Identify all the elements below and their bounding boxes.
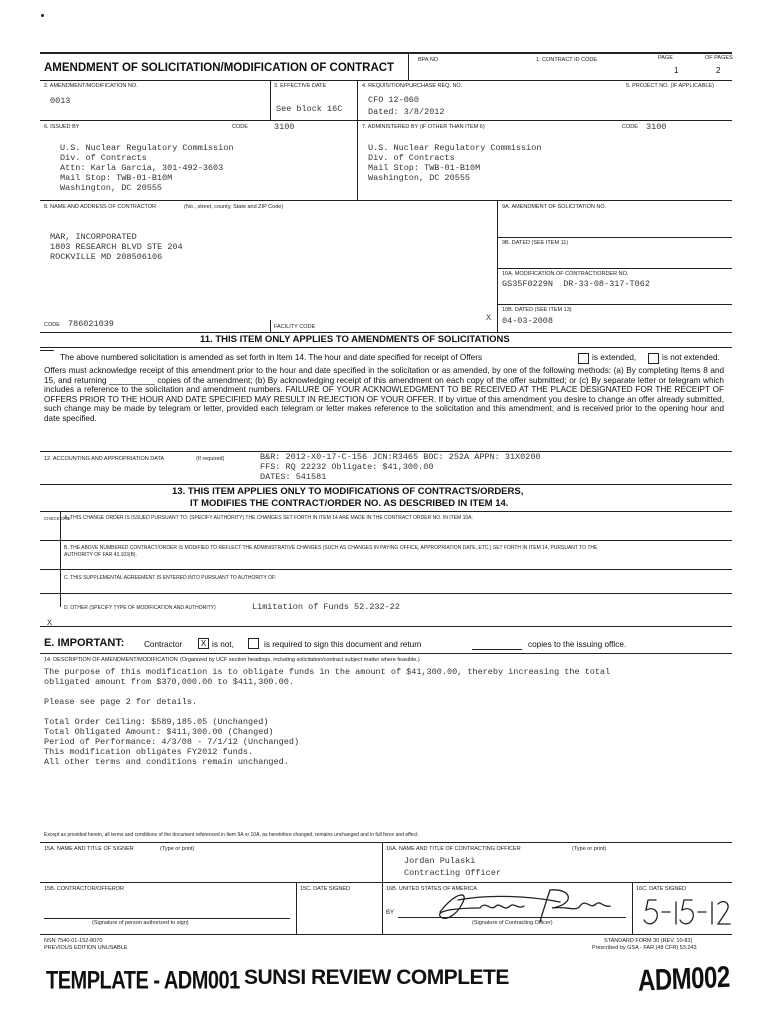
rule bbox=[40, 350, 54, 351]
section-11-title: 11. THIS ITEM ONLY APPLIES TO AMENDMENTS OF SOLICITATIONS bbox=[200, 334, 510, 345]
nsn-text: NSN 7540-01-152-8070 bbox=[44, 938, 103, 944]
address-line: Div. of Contracts bbox=[368, 153, 455, 163]
description-line: All other terms and conditions remain unchanged. bbox=[44, 757, 289, 767]
description-line: obligated amount from $370,000.00 to $411,300.00. bbox=[44, 677, 294, 687]
rule bbox=[357, 80, 358, 120]
rule bbox=[40, 200, 732, 201]
contractor-address bbox=[50, 232, 183, 262]
contract-id-label: 1. CONTRACT ID CODE bbox=[536, 57, 598, 63]
form-title: AMENDMENT OF SOLICITATION/MODIFICATION OF CONTRACT bbox=[44, 62, 395, 74]
speck bbox=[41, 14, 44, 17]
accounting-data bbox=[260, 452, 541, 482]
field-16b-signature-caption: (Signature of Contracting Officer) bbox=[472, 920, 553, 926]
field-3-label: 3. EFFECTIVE DATE bbox=[274, 83, 327, 89]
field-2-label: 2. AMENDMENT/MODIFICATION NO. bbox=[44, 83, 138, 89]
rule bbox=[40, 52, 732, 54]
rule bbox=[382, 842, 383, 934]
important-contractor: Contractor bbox=[144, 640, 183, 649]
standard-form-text: STANDARD FORM 30 (REV. 10-83) bbox=[604, 938, 693, 944]
field-6-code-label: CODE bbox=[232, 124, 248, 130]
extended-label: is extended, bbox=[592, 353, 637, 362]
description-line: Please see page 2 for details. bbox=[44, 697, 198, 707]
rule bbox=[472, 649, 522, 650]
rule bbox=[408, 52, 409, 80]
accounting-line: FFS: RQ 22232 Obligate: $41,300.00 bbox=[260, 462, 434, 472]
accounting-line: DATES: 541581 bbox=[260, 472, 327, 482]
rule bbox=[40, 120, 732, 121]
field-10b-label: 10B. DATED (SEE ITEM 13) bbox=[502, 307, 572, 313]
address-line: Washington, DC 20555 bbox=[60, 183, 163, 193]
contractor-code: 786021039 bbox=[68, 319, 114, 329]
rule bbox=[44, 918, 290, 919]
page-label: PAGE bbox=[658, 55, 673, 61]
address-line: Attn: Karla Garcia, 301-492-3603 bbox=[60, 163, 224, 173]
field-3-value: See block 16C bbox=[276, 104, 343, 114]
field-9b-label: 9B. DATED (SEE ITEM 11) bbox=[502, 240, 569, 246]
rule bbox=[40, 332, 732, 333]
section-13-title: 13. THIS ITEM APPLIES ONLY TO MODIFICATIONS OF CONTRACTS/ORDERS, bbox=[172, 486, 524, 497]
option-a-text: A. THIS CHANGE ORDER IS ISSUED PURSUANT TO: (SPECIFY AUTHORITY) THE CHANGES SET FORTH IN ITEM 14 ARE MADE IN THE CONTRACT ORDER NO. IN ITEM 10A. bbox=[64, 515, 473, 521]
rule bbox=[40, 842, 732, 843]
description-line: This modification obligates FY2012 funds. bbox=[44, 747, 254, 757]
is-required-checkbox[interactable] bbox=[248, 638, 259, 649]
rule bbox=[497, 237, 732, 238]
sunsi-review-stamp: SUNSI REVIEW COMPLETE bbox=[244, 966, 509, 989]
field-16a-label: 16A. NAME AND TITLE OF CONTRACTING OFFICER bbox=[386, 846, 521, 852]
adm002-stamp: ADM002 bbox=[637, 960, 731, 999]
address-line: MAR, INCORPORATED bbox=[50, 232, 137, 242]
copies-label: copies to the issuing office. bbox=[528, 640, 627, 649]
rule bbox=[270, 80, 271, 120]
modification-description bbox=[44, 667, 610, 767]
field-6-code: 3100 bbox=[274, 122, 295, 132]
administered-by-address bbox=[368, 143, 541, 183]
description-line: The purpose of this modification is to obligate funds in the amount of $41,300.00, thereby increasing the total bbox=[44, 667, 611, 677]
address-line: Div. of Contracts bbox=[60, 153, 147, 163]
page-total: 2 bbox=[716, 66, 721, 75]
field-10-checkmark: X bbox=[486, 313, 492, 323]
issued-by-address bbox=[60, 143, 233, 193]
field-12-label: 12. ACCOUNTING AND APPROPRIATION DATA bbox=[44, 456, 165, 462]
check-one-label: CHECK ONE bbox=[44, 516, 71, 521]
option-d-checkmark: X bbox=[47, 618, 53, 628]
address-line: ROCKVILLE MD 208506106 bbox=[50, 252, 163, 262]
rule bbox=[40, 593, 732, 594]
field-15a-sublabel: (Type or print) bbox=[160, 846, 195, 852]
template-stamp: TEMPLATE - ADM001 bbox=[46, 967, 240, 995]
is-not-label: is not, bbox=[212, 640, 234, 649]
not-extended-label: is not extended. bbox=[662, 353, 720, 362]
rule bbox=[40, 569, 732, 570]
rule bbox=[40, 653, 732, 654]
accounting-line: B&R: 2012-X0-17-C-156 JCN:R3465 BOC: 252A APPN: 31X0200 bbox=[260, 452, 541, 462]
not-extended-checkbox[interactable] bbox=[648, 353, 659, 364]
of-pages-label: OF PAGES bbox=[705, 55, 733, 61]
section-11-instructions: Offers must acknowledge receipt of this amendment prior to the hour and date specified in the solicitation or as amended, by one of the following methods: (a) By completing Items 8 and 15, and returning __________ copies of the amendment; (b) By acknowledging receipt of this amendment on each copy of the offer submitted; or (c) By separate letter or telegram which includes a reference to the solicitation and amendment numbers. FAILURE OF YOUR ACKNOWLEDGMENT TO BE RECEIVED AT THE PLACE DESIGNATED FOR THE RECEIPT OF OFFERS PRIOR TO THE HOUR AND DATE SPECIFIED MAY RESULT IN REJECTION OF YOUR OFFER. If by virtue of this amendment you desire to change an offer already submitted, such change may be made by telegram or letter, provided each telegram or letter makes reference to the solicitation and this amendment, and is received prior to the opening hour and date specified. bbox=[44, 366, 724, 423]
date-signed-handwritten bbox=[640, 894, 732, 930]
rule bbox=[497, 304, 732, 305]
is-checkbox[interactable]: X bbox=[198, 638, 209, 649]
field-7-code: 3100 bbox=[646, 122, 667, 132]
option-c-text: C. THIS SUPPLEMENTAL AGREEMENT IS ENTERED INTO PURSUANT TO AUTHORITY OF: bbox=[64, 575, 277, 581]
rule bbox=[40, 80, 732, 81]
field-15b-signature-caption: (Signature of person authorized to sign) bbox=[92, 920, 189, 926]
field-4-label: 4. REQUISITION/PURCHASE REQ. NO. bbox=[362, 83, 463, 89]
address-line: 1803 RESEARCH BLVD STE 204 bbox=[50, 242, 183, 252]
rule bbox=[40, 626, 732, 627]
description-line: Period of Performance: 4/3/08 - 7/1/12 (Unchanged) bbox=[44, 737, 300, 747]
field-4-dated: Dated: 3/8/2012 bbox=[368, 107, 445, 117]
description-line bbox=[44, 707, 610, 717]
rule bbox=[497, 200, 498, 332]
field-10a-value: GS35F0229N DR-33-08-317-T062 bbox=[502, 279, 650, 289]
field-4-value: CFO 12-060 bbox=[368, 95, 420, 105]
field-16c-label: 16C. DATE SIGNED bbox=[636, 886, 687, 892]
field-12-sublabel: (If required) bbox=[196, 456, 225, 462]
field-2-value: 0013 bbox=[50, 96, 71, 106]
prescribed-by-text: Prescribed by GSA - FAR (48 CFR) 53.243 bbox=[592, 945, 697, 951]
option-d-text: D. OTHER (SPECIFY TYPE OF MODIFICATION AND AUTHORITY) bbox=[64, 605, 216, 611]
address-line: Mail Stop: TWB-01-B10M bbox=[368, 163, 481, 173]
field-15a-label: 15A. NAME AND TITLE OF SIGNER bbox=[44, 846, 134, 852]
rule bbox=[270, 320, 271, 332]
description-line bbox=[44, 687, 610, 697]
extended-checkbox[interactable] bbox=[578, 353, 589, 364]
rule bbox=[497, 268, 732, 269]
facility-code-label: FACILITY CODE bbox=[274, 324, 316, 330]
description-line: Total Order Ceiling: $589,185.05 (Unchanged) bbox=[44, 717, 269, 727]
address-line: Washington, DC 20555 bbox=[368, 173, 471, 183]
field-16b-by: BY bbox=[386, 910, 395, 916]
field-15b-label: 15B. CONTRACTOR/OFFEROR bbox=[44, 886, 124, 892]
except-as-provided-text: Except as provided herein, all terms and conditions of the document referenced in Item 9A or 10A, as heretofore changed, remains unchanged and in full force and effect. bbox=[44, 832, 419, 838]
field-6-label: 6. ISSUED BY bbox=[44, 124, 80, 130]
field-16a-sublabel: (Type or print) bbox=[572, 846, 607, 852]
field-14-label: 14. DESCRIPTION OF AMENDMENT/MODIFICATION bbox=[44, 657, 178, 663]
address-line: Mail Stop: TWB-01-B10M bbox=[60, 173, 173, 183]
code-label: CODE bbox=[44, 322, 60, 328]
field-15c-label: 15C. DATE SIGNED bbox=[300, 886, 351, 892]
option-d-value: Limitation of Funds 52.232-22 bbox=[252, 602, 400, 612]
page-number: 1 bbox=[674, 66, 679, 75]
rule bbox=[40, 347, 732, 348]
field-7-code-label: CODE bbox=[622, 124, 638, 130]
field-16b-label: 16B. UNITED STATES OF AMERICA bbox=[386, 886, 477, 892]
is-required-label: is required to sign this document and return bbox=[264, 640, 422, 649]
field-10b-value: 04-03-2008 bbox=[502, 316, 554, 326]
description-line: Total Obligated Amount: $411,300.00 (Changed) bbox=[44, 727, 274, 737]
rule bbox=[357, 120, 358, 200]
field-9a-label: 9A. AMENDMENT OF SOLICITATION NO. bbox=[502, 204, 607, 210]
rule bbox=[296, 882, 297, 934]
rule bbox=[40, 511, 732, 512]
field-8-label: 8. NAME AND ADDRESS OF CONTRACTOR bbox=[44, 204, 157, 210]
field-14-sublabel: (Organized by UCF section headings, including solicitation/contract subject matter where feasible.) bbox=[180, 657, 420, 663]
bpa-no-label: BPA NO bbox=[418, 57, 439, 63]
section-11-text: The above numbered solicitation is amended as set forth in Item 14. The hour and date specified for receipt of Offers bbox=[60, 353, 483, 362]
rule bbox=[40, 540, 732, 541]
field-10a-label: 10A. MODIFICATION OF CONTRACT/ORDER NO. bbox=[502, 271, 629, 277]
option-b-text: B. THE ABOVE NUMBERED CONTRACT/ORDER IS MODIFIED TO REFLECT THE ADMINISTRATIVE CHANGES (SUCH AS CHANGES IN PAYING OFFICE, APPROPRIATION DATE, ETC.) SET FORTH IN ITEM 14, PURSUANT TO THE AUTHORITY OF FAR 43.103(B). bbox=[64, 545, 598, 558]
rule bbox=[40, 934, 732, 935]
rule bbox=[40, 484, 732, 485]
address-line: U.S. Nuclear Regulatory Commission bbox=[368, 143, 542, 153]
previous-edition-text: PREVIOUS EDITION UNUSABLE bbox=[44, 945, 128, 951]
contracting-officer-title: Contracting Officer bbox=[404, 868, 501, 878]
contracting-officer-name: Jordan Pulaski bbox=[404, 856, 476, 866]
address-line: U.S. Nuclear Regulatory Commission bbox=[60, 143, 234, 153]
section-13-subtitle: IT MODIFIES THE CONTRACT/ORDER NO. AS DESCRIBED IN ITEM 14. bbox=[190, 498, 509, 509]
field-8-sublabel: (No., street, county, State and ZIP Code) bbox=[184, 204, 284, 210]
important-label: E. IMPORTANT: bbox=[44, 637, 125, 649]
field-7-label: 7. ADMINISTERED BY (IF OTHER THAN ITEM 6) bbox=[362, 124, 485, 130]
contracting-officer-signature bbox=[400, 882, 640, 930]
field-5-label: 5. PROJECT NO. (IF APPLICABLE) bbox=[626, 83, 714, 89]
